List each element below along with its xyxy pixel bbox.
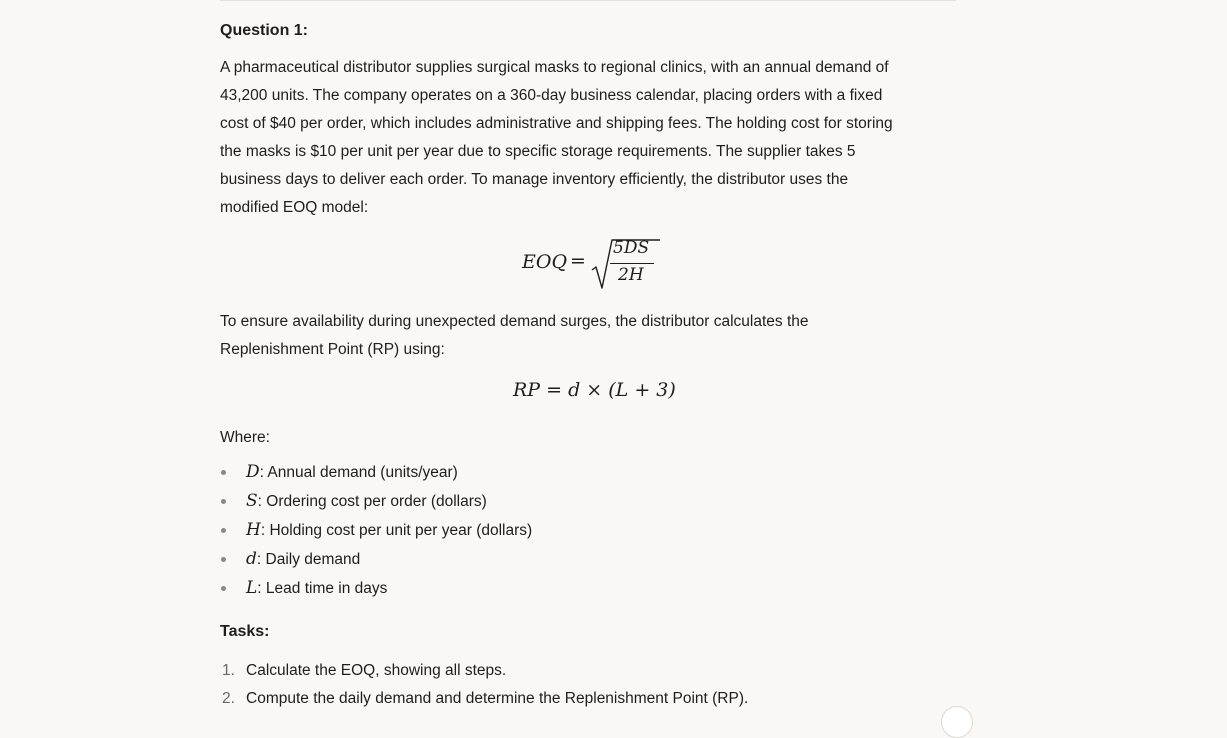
rp-formula-text: RP = d × (L + 3) — [513, 379, 676, 401]
rp-intro-line: Replenishment Point (RP) using: — [220, 341, 445, 358]
intro-line: business days to deliver each order. To manage inventory efficiently, the distributor uses the — [220, 171, 849, 188]
intro-line: cost of $40 per order, which includes administrative and shipping fees. The holding cost for storing — [220, 115, 893, 132]
definition-symbol: H — [246, 520, 261, 540]
eoq-formula — [220, 236, 960, 294]
task-number: 2. — [222, 690, 235, 707]
rp-intro — [220, 308, 960, 364]
eoq-denominator: 2H — [618, 265, 644, 285]
intro-line: the masks is $10 per unit per year due to specific storage requirements. The supplier takes 5 — [220, 143, 856, 160]
rp-formula — [220, 377, 960, 407]
definition-text: : Ordering cost per order (dollars) — [257, 493, 487, 510]
fraction-bar — [610, 263, 654, 264]
definition-item — [220, 516, 960, 545]
task-item — [220, 657, 960, 685]
scroll-down-button[interactable] — [941, 706, 973, 738]
definition-item — [220, 458, 960, 487]
definition-text: : Holding cost per unit per year (dollars) — [260, 522, 533, 539]
bullet-icon — [221, 470, 226, 475]
definition-symbol: L — [246, 578, 258, 598]
where-label: Where: — [220, 429, 270, 446]
definition-text: : Daily demand — [256, 551, 361, 568]
bullet-icon — [221, 586, 226, 591]
bullet-icon — [221, 499, 226, 504]
top-divider — [220, 0, 956, 1]
tasks-title: Tasks: — [220, 623, 270, 640]
task-number: 1. — [222, 662, 235, 679]
definition-symbol: d — [246, 549, 257, 569]
task-item — [220, 685, 960, 713]
task-text: Compute the daily demand and determine the Replenishment Point (RP). — [246, 690, 749, 707]
definition-item — [220, 487, 960, 516]
question-title: Question 1: — [220, 22, 309, 39]
intro-line: 43,200 units. The company operates on a 360-day business calendar, placing orders with a fixed — [220, 87, 883, 104]
definition-symbol: S — [246, 491, 258, 511]
intro-line: modified EOQ model: — [220, 199, 369, 216]
intro-line: A pharmaceutical distributor supplies surgical masks to regional clinics, with an annual demand of — [220, 59, 889, 76]
rp-intro-line: To ensure availability during unexpected demand surges, the distributor calculates the — [220, 313, 809, 330]
definitions-list — [220, 458, 960, 603]
definition-text: : Lead time in days — [257, 580, 388, 597]
eoq-formula-equals: = — [570, 250, 586, 272]
question-intro — [220, 54, 960, 222]
definition-item — [220, 545, 960, 574]
definition-symbol: D — [246, 462, 260, 482]
bullet-icon — [221, 528, 226, 533]
message-content — [220, 20, 960, 713]
eoq-numerator: 5DS — [613, 238, 650, 258]
definition-text: : Annual demand (units/year) — [259, 464, 458, 481]
tasks-list — [220, 657, 960, 713]
bullet-icon — [221, 557, 226, 562]
definition-item — [220, 574, 960, 603]
task-text: Calculate the EOQ, showing all steps. — [246, 662, 507, 679]
eoq-formula-lhs: EOQ — [522, 251, 568, 273]
